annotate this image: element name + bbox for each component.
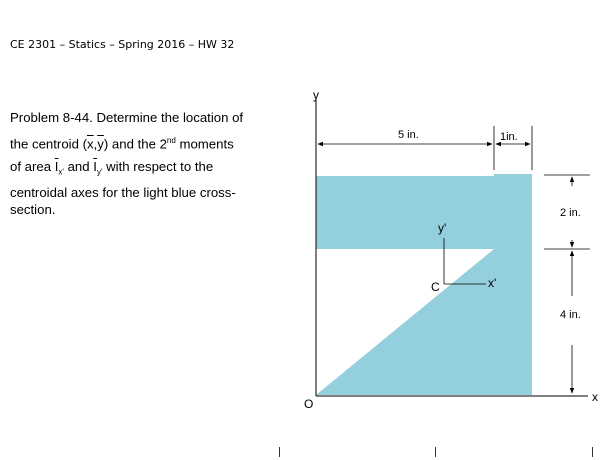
dimension-label-1in: 1in. xyxy=(500,131,518,143)
dimension-label-4in: 4 in. xyxy=(560,309,581,321)
y-axis-label: y xyxy=(313,88,319,102)
text-segment: and the 2 xyxy=(108,136,167,152)
bottom-tick-right xyxy=(592,447,593,457)
yprime-label: y' xyxy=(438,221,447,235)
text-segment: and xyxy=(63,159,94,175)
iy-symbol: $\overline{I}$ xyxy=(93,159,97,175)
bottom-tick-left xyxy=(279,447,280,457)
text-segment: with respect to the xyxy=(102,159,214,175)
text-segment: the centroid xyxy=(10,136,83,152)
origin-label: O xyxy=(304,397,314,411)
dimension-label-5in: 5 in. xyxy=(398,129,419,141)
problem-line-4: centroidal axes for the light blue cross- xyxy=(10,185,236,201)
page-header: CE 2301 – Statics – Spring 2016 – HW 32 xyxy=(10,38,235,51)
xbar-symbol: $\overline{x}$ xyxy=(86,136,94,152)
cross-section-shape xyxy=(316,174,532,395)
bottom-tick-middle xyxy=(435,447,436,457)
ybar-symbol: $\overline{y}$ xyxy=(97,136,104,152)
x-axis-label: x xyxy=(592,390,598,404)
paren-close: ) xyxy=(103,136,109,152)
triangle-region xyxy=(316,249,497,395)
xprime-label: x' xyxy=(488,276,497,290)
iy-subscript: y' xyxy=(96,168,103,178)
text-segment: moments xyxy=(175,136,234,152)
paren-open: ( xyxy=(82,136,87,152)
text-segment: of area xyxy=(10,159,55,175)
dimension-label-2in: 2 in. xyxy=(560,207,581,219)
ix-symbol: $\overline{I}$ xyxy=(54,159,59,175)
ix-subscript: x' xyxy=(58,168,64,178)
comma: , xyxy=(93,136,98,152)
problem-line-1: Problem 8-44. Determine the location of xyxy=(10,110,244,125)
superscript: nd xyxy=(166,136,176,145)
centroid-label: C xyxy=(431,280,440,294)
problem-line-5: section. xyxy=(10,202,56,218)
side-web xyxy=(494,174,532,395)
